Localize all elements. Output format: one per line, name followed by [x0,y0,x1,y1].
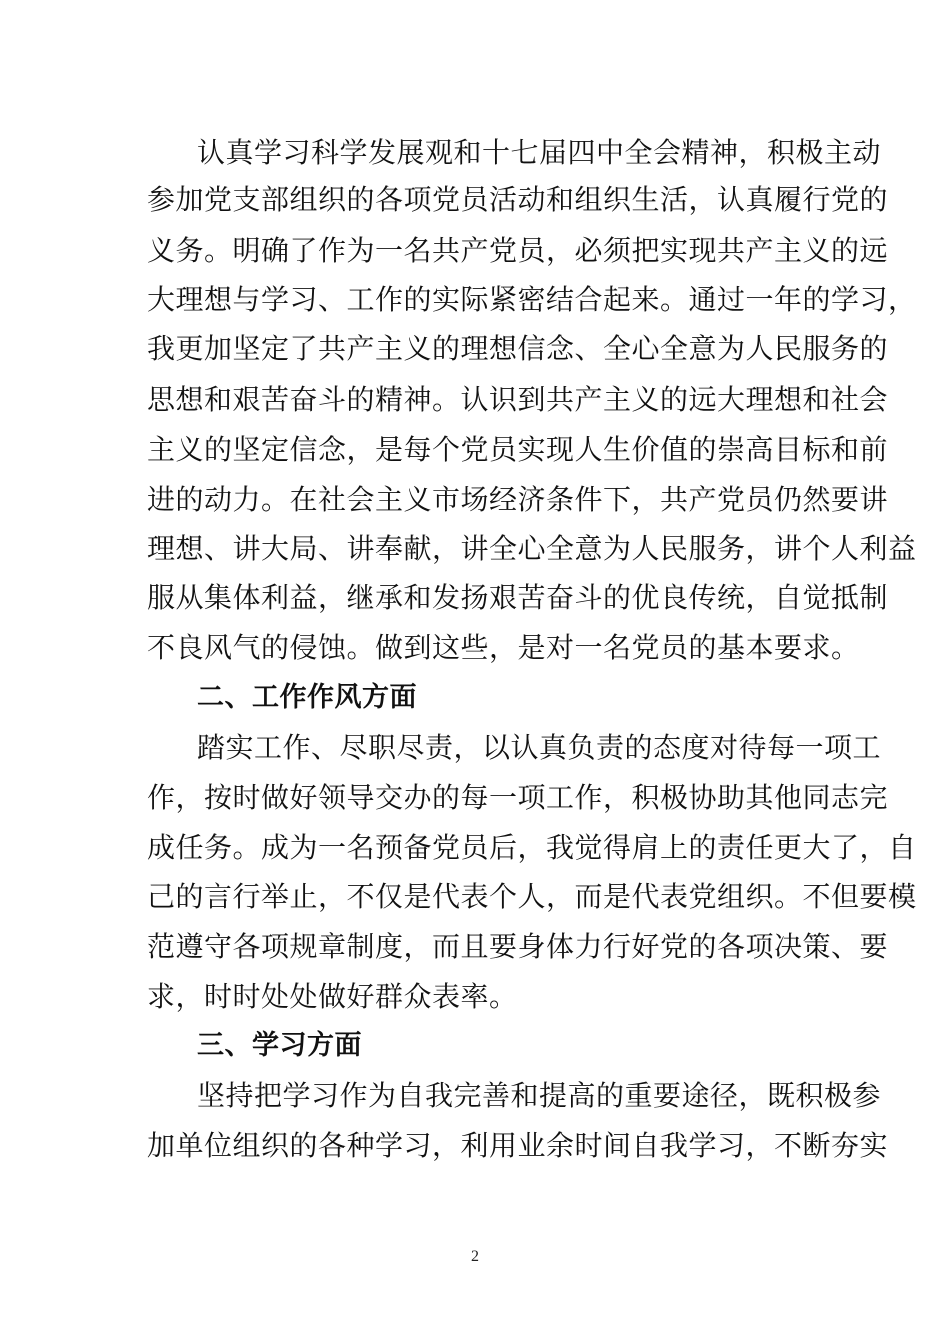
section-heading: 三、学习方面 [197,1030,362,1061]
paragraph-line: 己的言行举止，不仅是代表个人，而是代表党组织。不但要模 [147,880,917,913]
paragraph-line: 作，按时做好领导交办的每一项工作，积极协助其他同志完 [147,781,889,814]
section-heading: 二、工作作风方面 [197,682,417,713]
paragraph-line: 范遵守各项规章制度，而且要身体力行好党的各项决策、要 [147,930,889,963]
paragraph-line: 参加党支部组织的各项党员活动和组织生活，认真履行党的 [147,183,889,216]
paragraph-line: 思想和艰苦奋斗的精神。认识到共产主义的远大理想和社会 [147,383,889,416]
paragraph-line: 踏实工作、尽职尽责，以认真负责的态度对待每一项工 [197,731,882,764]
paragraph-line: 求，时时处处做好群众表率。 [147,980,518,1013]
paragraph-line: 加单位组织的各种学习，利用业余时间自我学习，不断夯实 [147,1129,889,1162]
paragraph-line: 主义的坚定信念，是每个党员实现人生价值的崇高目标和前 [147,433,889,466]
paragraph-line: 义务。明确了作为一名共产党员，必须把实现共产主义的远 [147,234,889,267]
paragraph-line: 不良风气的侵蚀。做到这些，是对一名党员的基本要求。 [147,631,860,664]
paragraph-line: 坚持把学习作为自我完善和提高的重要途径，既积极参 [197,1079,882,1112]
page-number: 2 [471,1248,479,1265]
paragraph-line: 我更加坚定了共产主义的理想信念、全心全意为人民服务的 [147,332,889,365]
paragraph-line: 理想、讲大局、讲奉献，讲全心全意为人民服务，讲个人利益 [147,532,917,565]
paragraph-line: 成任务。成为一名预备党员后，我觉得肩上的责任更大了，自 [147,831,917,864]
paragraph-line: 进的动力。在社会主义市场经济条件下，共产党员仍然要讲 [147,483,889,516]
paragraph-line: 大理想与学习、工作的实际紧密结合起来。通过一年的学习， [147,283,917,316]
paragraph-line: 服从集体利益，继承和发扬艰苦奋斗的优良传统，自觉抵制 [147,581,889,614]
paragraph-line: 认真学习科学发展观和十七届四中全会精神，积极主动 [197,136,882,169]
